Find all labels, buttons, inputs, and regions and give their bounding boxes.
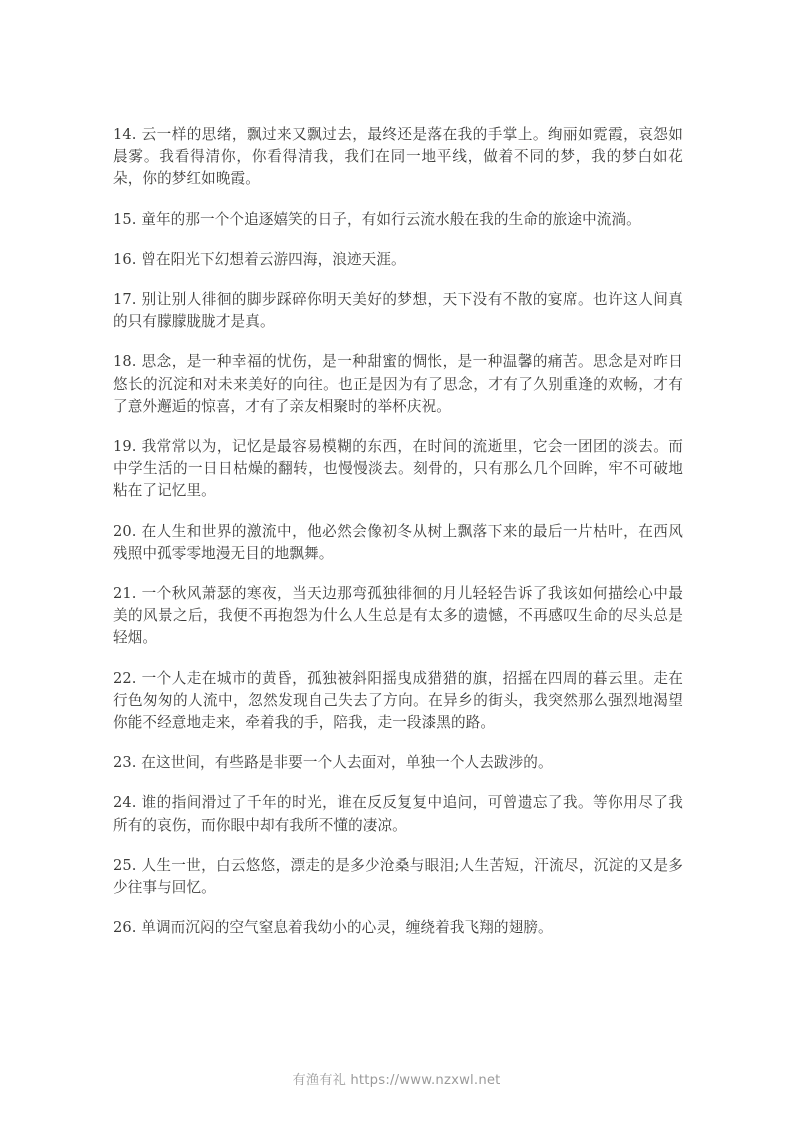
paragraph-16: 16. 曾在阳光下幻想着云游四海，浪迹天涯。 [113, 250, 406, 268]
paragraph-15: 15. 童年的那一个个追逐嬉笑的日子，有如行云流水般在我的生命的旅途中流淌。 [113, 210, 641, 228]
paragraph-18: 18. 思念，是一种幸福的忧伤，是一种甜蜜的惆怅，是一种温馨的痛苦。思念是对昨日悠长的沉淀和对未来美好的向往。也正是因为有了思念，才有了久别重逢的欢畅，才有了意外邂逅的惊喜，才有了亲友相聚时的举杯庆祝。 [113, 353, 683, 415]
paragraph-17: 17. 别让别人徘徊的脚步踩碎你明天美好的梦想，天下没有不散的宴席。也许这人间真的只有朦朦胧胧才是真。 [113, 291, 683, 331]
footer-watermark: 有渔有礼 https://www.nzxwl.net [292, 1073, 501, 1088]
paragraph-21: 21. 一个秋风萧瑟的寒夜，当天边那弯孤独徘徊的月儿轻轻告诉了我该如何描绘心中最美的风景之后，我便不再抱怨为什么人生总是有太多的遗憾，不再感叹生命的尽头总是轻烟。 [113, 585, 683, 647]
document-body [113, 124, 683, 939]
paragraph-26: 26. 单调而沉闷的空气窒息着我幼小的心灵，缠绕着我飞翔的翅膀。 [113, 919, 553, 937]
paragraph-19: 19. 我常常以为，记忆是最容易模糊的东西，在时间的流逝里，它会一团团的淡去。而中学生活的一日日枯燥的翻转，也慢慢淡去。刻骨的，只有那么几个回眸，牢不可破地粘在了记忆里。 [113, 438, 683, 500]
paragraph-25: 25. 人生一世，白云悠悠，漂走的是多少沧桑与眼泪;人生苦短，汗流尽，沉淀的又是多少往事与回忆。 [113, 856, 683, 897]
paragraph-24: 24. 谁的指间滑过了千年的时光，谁在反反复复中追问，可曾遗忘了我。等你用尽了我所有的哀伤，而你眼中却有我所不懂的凄凉。 [113, 794, 683, 834]
paragraph-23: 23. 在这世间，有些路是非要一个人去面对，单独一个人去跋涉的。 [113, 754, 553, 772]
paragraph-22: 22. 一个人走在城市的黄昏，孤独被斜阳摇曳成猎猎的旗，招摇在四周的暮云里。走在行色匆匆的人流中，忽然发现自己失去了方向。在异乡的街头，我突然那么强烈地渴望你能不经意地走来，牵着我的手，陪我，走一段漆黑的路。 [113, 669, 683, 732]
paragraph-14: 14. 云一样的思绪，飘过来又飘过去，最终还是落在我的手掌上。绚丽如霓霞，哀怨如晨雾。我看得清你，你看得清我，我们在同一地平线，做着不同的梦，我的梦白如花朵，你的梦红如晚霞。 [113, 126, 683, 188]
paragraph-20: 20. 在人生和世界的激流中，他必然会像初冬从树上飘落下来的最后一片枯叶，在西风残照中孤零零地漫无目的地飘舞。 [113, 522, 683, 562]
